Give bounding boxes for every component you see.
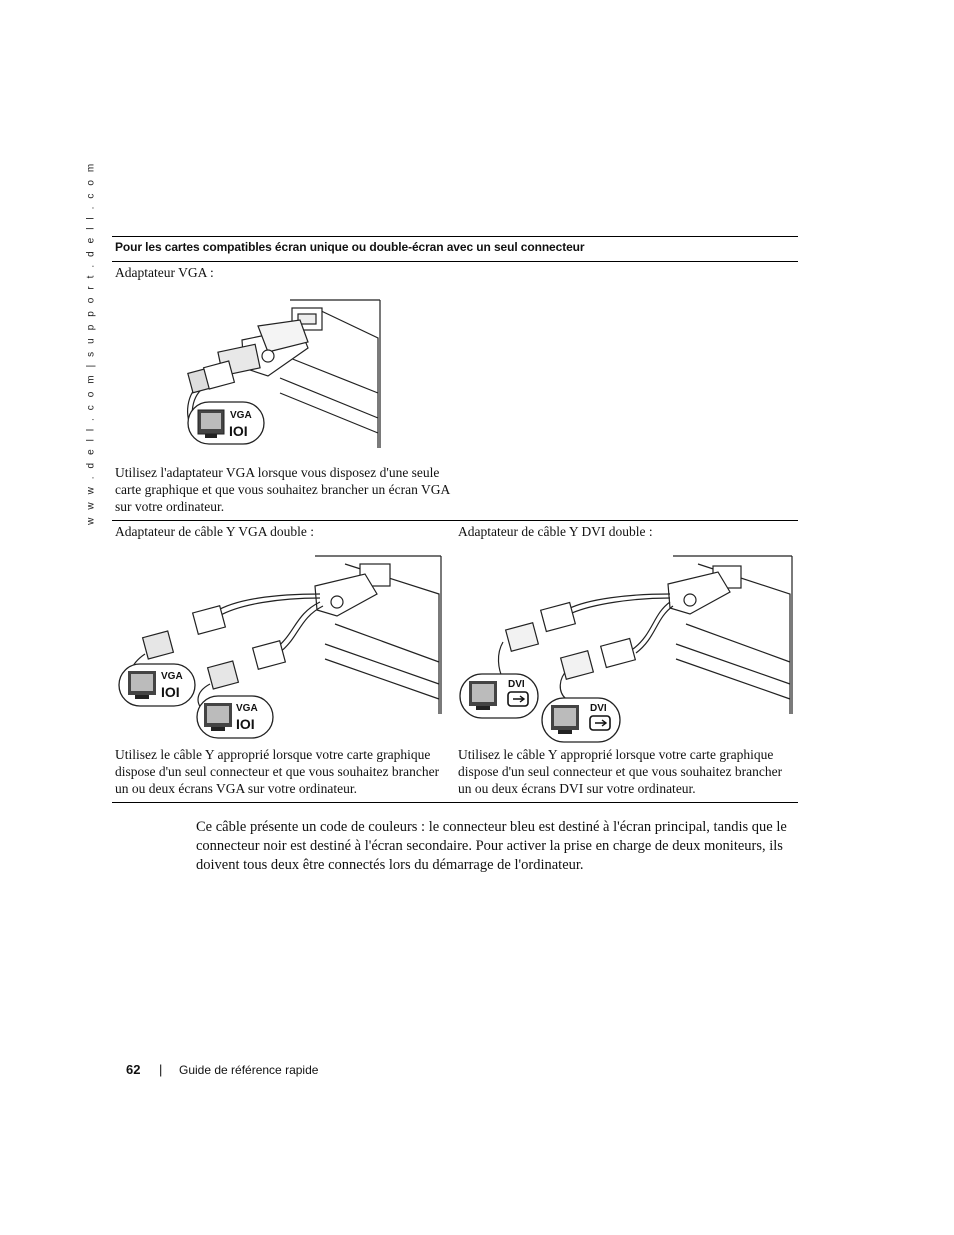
vga-badge [188, 402, 264, 444]
vga-badge-1-label: VGA [161, 671, 183, 682]
vga-port-icon: IOI [229, 423, 248, 439]
dvi-badge-2 [542, 698, 620, 742]
page-number: 62 [126, 1062, 141, 1077]
vga-badge-2 [197, 696, 273, 738]
vga-badge-label: VGA [230, 410, 252, 421]
dvi-badge-1-label: DVI [508, 679, 525, 690]
dual-vga-figure [115, 554, 445, 744]
table-header: Pour les cartes compatibles écran unique ou double-écran avec un seul connecteur [115, 240, 585, 254]
vga-adapter-figure [180, 298, 385, 450]
dvi-badge-2-label: DVI [590, 703, 607, 714]
color-code-note: Ce câble présente un code de couleurs : le connecteur bleu est destiné à l'écran principal, tandis que le connecteur noir est destiné à l'écran secondaire. Pour activer la prise en charge de deux moniteurs, ils doivent tous deux être connectés lors du démarrage de l'ordinateur. [196, 819, 787, 873]
vga-adapter [218, 320, 308, 376]
table-header-rule [112, 261, 798, 262]
vga-badge-1 [119, 664, 195, 706]
dual-vga-label: Adaptateur de câble Y VGA double : [115, 524, 314, 539]
dvi-badge-1 [460, 674, 538, 718]
dual-vga-description: Utilisez le câble Y approprié lorsque votre carte graphique dispose d'un seul connecteur et que vous souhaitez brancher un ou deux écrans VGA sur votre ordinateur. [115, 747, 440, 796]
y-cable-splitter [668, 572, 730, 614]
side-url-text: w w w . d e l l . c o m | s u p p o r t . d e l l . c o m [85, 161, 97, 525]
y-cable-splitter [315, 574, 377, 616]
footer-title: Guide de référence rapide [179, 1063, 319, 1077]
dvi-plugs [506, 602, 636, 679]
vga-port-icon: IOI [161, 684, 180, 700]
table-row-rule [112, 520, 798, 521]
table-bottom-rule [112, 802, 798, 803]
dual-dvi-label: Adaptateur de câble Y DVI double : [458, 524, 653, 539]
vga-adapter-label: Adaptateur VGA : [115, 265, 214, 280]
side-url [84, 161, 98, 525]
footer-separator: | [159, 1062, 163, 1077]
table-top-rule [112, 236, 798, 237]
dual-dvi-description: Utilisez le câble Y approprié lorsque votre carte graphique dispose d'un seul connecteur et que vous souhaitez brancher un ou deux écrans DVI sur votre ordinateur. [458, 747, 783, 796]
dual-dvi-figure [458, 554, 796, 744]
vga-adapter-description: Utilisez l'adaptateur VGA lorsque vous disposez d'une seule carte graphique et que vous souhaitez brancher un écran VGA sur votre ordinateur. [115, 465, 450, 514]
vga-badge-2-label: VGA [236, 703, 258, 714]
graphics-card-bracket [315, 556, 441, 714]
vga-port-icon: IOI [236, 716, 255, 732]
